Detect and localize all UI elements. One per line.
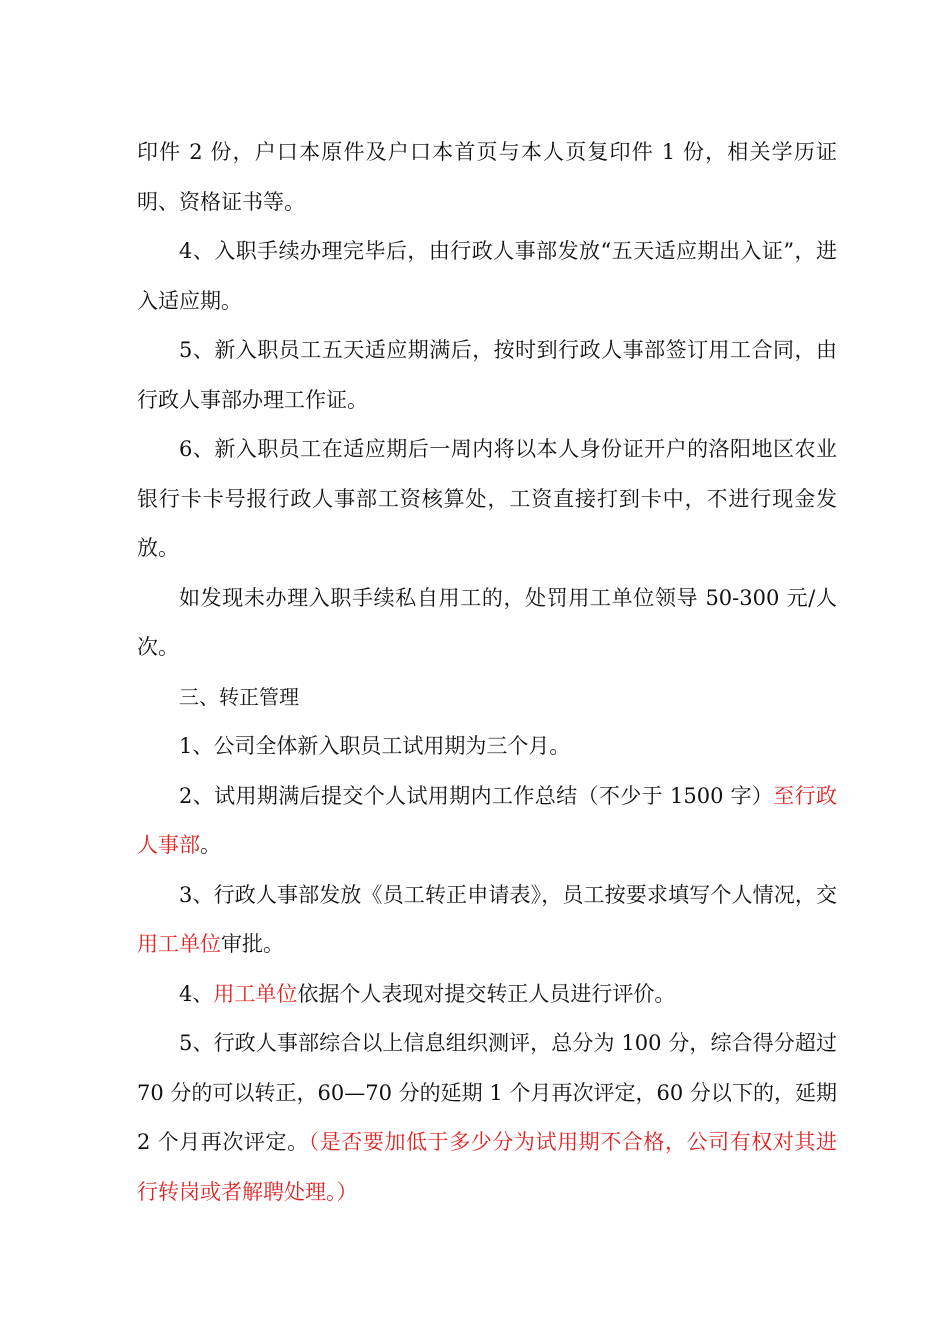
highlight-text: 用工单位 <box>137 932 221 956</box>
paragraph-probation-4 <box>137 970 837 1020</box>
text-segment: 。 <box>200 833 221 857</box>
text-segment: 5、行政人事部综合以上信息组织测评，总分为 100 分，综合得分超过 70 分的可以转正，60—70 分的延期 1 个月再次评定，60 分以下的，延期 2 个月再次评定。 <box>137 1031 837 1154</box>
paragraph-probation-2 <box>137 772 837 871</box>
paragraph-step-6: 6、新入职员工在适应期后一周内将以本人身份证开户的洛阳地区农业银行卡卡号报行政人事部工资核算处，工资直接打到卡中，不进行现金发放。 <box>137 437 837 560</box>
paragraph-step-5: 5、新入职员工五天适应期满后，按时到行政人事部签订用工合同，由行政人事部办理工作证。 <box>137 338 837 412</box>
paragraph-step-4: 4、入职手续办理完毕后，由行政人事部发放“五天适应期出入证”，进入适应期。 <box>137 239 837 313</box>
paragraph-documents-list: 印件 2 份，户口本原件及户口本首页与本人页复印件 1 份，相关学历证明、资格证书等。 <box>137 140 837 214</box>
highlight-text: 用工单位 <box>213 981 298 1006</box>
text-segment: 依据个人表现对提交转正人员进行评价。 <box>297 981 676 1006</box>
text-segment: 2、试用期满后提交个人试用期内工作总结（不少于 1500 字） <box>179 783 774 808</box>
highlight-text: 至行政人事部 <box>137 783 837 857</box>
document-body <box>137 128 837 1217</box>
text-segment: 4、 <box>179 981 214 1006</box>
text-segment: 审批。 <box>221 932 284 956</box>
paragraph-probation-3 <box>137 871 837 970</box>
paragraph-probation-5 <box>137 1019 837 1217</box>
paragraph-probation-1: 1、公司全体新入职员工试用期为三个月。 <box>179 734 571 758</box>
text-segment: 3、行政人事部发放《员工转正申请表》，员工按要求填写个人情况，交 <box>179 882 837 907</box>
paragraph-penalty: 如发现未办理入职手续私自用工的，处罚用工单位领导 50-300 元/人次。 <box>137 585 837 659</box>
section-heading: 三、转正管理 <box>179 684 299 709</box>
highlight-text: （是否要加低于多少分为试用期不合格，公司有权对其进行转岗或者解聘处理。） <box>137 1130 837 1204</box>
